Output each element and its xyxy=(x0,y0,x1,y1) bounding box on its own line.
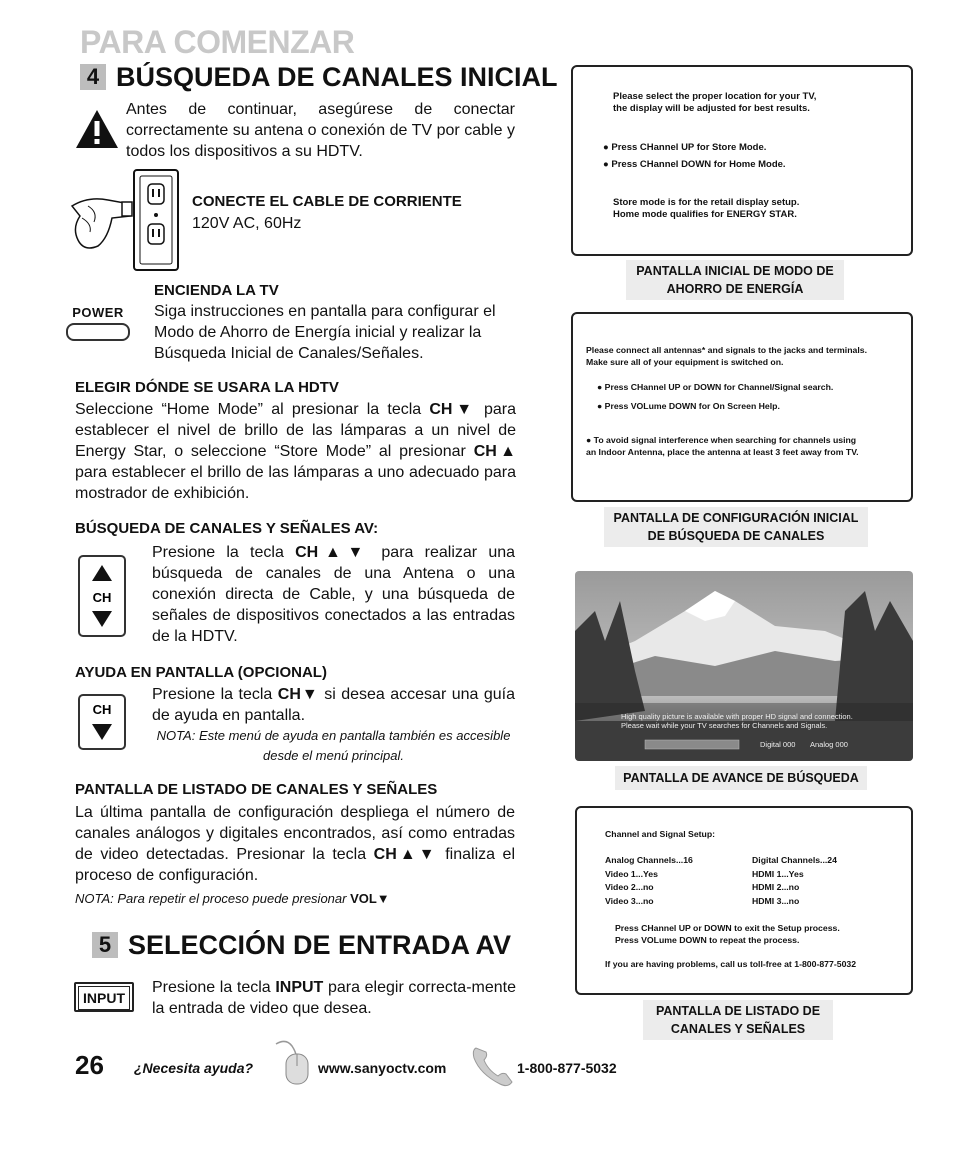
section-number: 4 xyxy=(80,64,106,90)
screen-channel-list: Channel and Signal Setup: Analog Channels...16 Video 1...Yes Video 2...no Video 3...no Digital Channels...24 HDMI 1...Yes HDMI 2...no HDMI 3...no Press CHannel UP or DOWN to exit the Setup process. Press VOLume DOWN to repeat the process. If you are having problems, call us toll-free at 1-800-877-5032 xyxy=(575,806,913,995)
caption-channel-list: PANTALLA DE LISTADO DE CANALES Y SEÑALES xyxy=(643,1000,833,1040)
caption-search-progress: PANTALLA DE AVANCE DE BÚSQUEDA xyxy=(615,766,867,790)
mountain-landscape-image xyxy=(575,571,913,761)
input-button-label: INPUT xyxy=(78,986,130,1010)
listing-note: NOTA: Para repetir el proceso puede presionar VOL▼ xyxy=(75,891,390,906)
footer-help-text: ¿Necesita ayuda? xyxy=(134,1060,254,1076)
turn-on-heading: ENCIENDA LA TV xyxy=(154,282,279,299)
footer-phone-number: 1-800-877-5032 xyxy=(517,1060,617,1076)
ch-up-down-icon xyxy=(80,557,124,635)
power-key-icon xyxy=(66,323,130,341)
caption-initial-setup: PANTALLA DE CONFIGURACIÓN INICIAL DE BÚSQUEDA DE CANALES xyxy=(604,507,868,547)
turn-on-text: Siga instrucciones en pantalla para configurar el Modo de Ahorro de Energía inicial y realizar la Búsqueda Inicial de Canales/Señales. xyxy=(154,303,496,362)
ch-up-down-button xyxy=(78,555,126,637)
intro-text: Antes de continuar, asegúrese de conectar correctamente su antena o conexión de TV por cable y todos los dispositivos a su HDTV. xyxy=(126,101,515,160)
page-header: PARA COMENZAR xyxy=(80,24,355,60)
power-button-label: POWER xyxy=(72,305,124,320)
caption-energy-mode: PANTALLA INICIAL DE MODO DE AHORRO DE ENERGÍA xyxy=(626,260,844,300)
footer-website-link[interactable]: www.sanyoctv.com xyxy=(318,1060,447,1076)
ch-down-icon xyxy=(80,696,124,748)
choose-heading: ELEGIR DÓNDE SE USARA LA HDTV xyxy=(75,379,339,396)
screen-search-progress: High quality picture is available with proper HD signal and connection. Please wait while your TV searches for Channels and Signals. Digital 000 Analog 000 xyxy=(575,571,913,761)
help-heading: AYUDA EN PANTALLA (OPCIONAL) xyxy=(75,664,327,681)
channel-list-col-2: Digital Channels...24 HDMI 1...Yes HDMI 2...no HDMI 3...no xyxy=(752,855,837,906)
search-text: Presione la tecla CH▲▼ para realizar una búsqueda de canales de una Antena o una conexión directa de Cable, y una búsqueda de señales de dispositivos conectados a las entradas de la HDTV. xyxy=(152,544,516,645)
help-text: Presione la tecla CH▼ si desea accesar una guía de ayuda en pantalla. xyxy=(152,686,516,724)
power-cable-heading: CONECTE EL CABLE DE CORRIENTE xyxy=(192,193,462,210)
ch-down-button xyxy=(78,694,126,750)
warning-icon xyxy=(74,108,120,155)
power-cable-text: 120V AC, 60Hz xyxy=(192,215,302,232)
help-note: NOTA: Este menú de ayuda en pantalla también es accesible desde el menú principal. xyxy=(156,728,511,763)
listing-text: La última pantalla de configuración despliega el número de canales análogos y digitales encontrados, así como entradas de video detectadas. Presionar la tecla CH▲▼ finaliza el proceso de configuración. xyxy=(75,804,516,884)
svg-text:CH: CH xyxy=(92,590,112,605)
svg-text:CH: CH xyxy=(92,702,112,717)
section-4-title xyxy=(80,62,558,93)
screen-initial-setup: Please connect all antennas* and signals to the jacks and terminals. Make sure all of your equipment is switched on. ● Press CHannel UP or DOWN for Channel/Signal search. ● Press VOLume DOWN for On Screen Help. ● To avoid signal interference when searching for channels using an Indoor Antenna, place the antenna at least 3 feet away from TV. xyxy=(571,312,913,502)
input-button xyxy=(74,982,134,1012)
power-outlet-icon xyxy=(68,166,186,281)
page-number: 26 xyxy=(75,1050,104,1080)
power-button xyxy=(66,306,130,341)
mouse-icon xyxy=(272,1038,316,1091)
input-text: Presione la tecla INPUT para elegir correcta-mente la entrada de video que desea. xyxy=(152,979,516,1017)
choose-text: Seleccione “Home Mode” al presionar la tecla CH▼ para establecer el nivel de brillo de las lámparas a un nivel de Energy Star, o seleccione “Store Mode” al presionar CH▲ para establecer el brillo de las lámparas a uno adecuado para mostrador de exhibición. xyxy=(75,401,517,502)
channel-list-col-1: Analog Channels...16 Video 1...Yes Video 2...no Video 3...no xyxy=(605,855,693,906)
listing-heading: PANTALLA DE LISTADO DE CANALES Y SEÑALES xyxy=(75,781,438,798)
section-number: 5 xyxy=(92,932,118,958)
screen-energy-mode: Please select the proper location for your TV, the display will be adjusted for best results. ● Press CHannel UP for Store Mode. ● Press CHannel DOWN for Home Mode. Store mode is for the retail display setup. Home mode qualifies for ENERGY STAR. xyxy=(571,65,913,256)
section-5-title xyxy=(92,930,511,961)
section-title-text: BÚSQUEDA DE CANALES INICIAL xyxy=(116,62,558,92)
search-heading: BÚSQUEDA DE CANALES Y SEÑALES AV: xyxy=(75,520,379,537)
section-title-text: SELECCIÓN DE ENTRADA AV xyxy=(128,930,512,960)
phone-icon xyxy=(470,1044,516,1093)
